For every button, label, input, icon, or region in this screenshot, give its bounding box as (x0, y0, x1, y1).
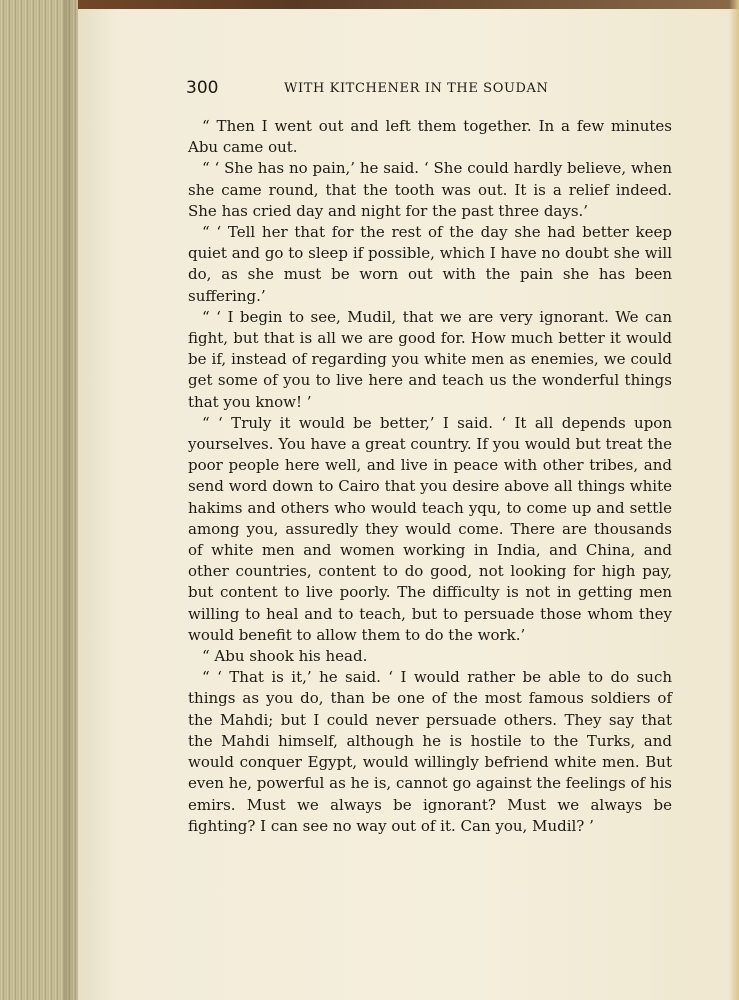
paragraph: “ ‘ Tell her that for the rest of the day she had better keep quiet and go to sleep if possible, which I have no doubt she will do, as she must be worn out with the pain she has been suffering.’ (188, 223, 672, 305)
paragraph: “ Then I went out and left them together. In a few minutes Abu came out. (188, 117, 672, 157)
paragraph: “ Abu shook his head. (202, 647, 368, 666)
page-right-edge (729, 0, 739, 1000)
page-header (186, 78, 672, 102)
body-text (188, 116, 672, 837)
paragraph: “ ‘ She has no pain,’ he said. ‘ She could hardly believe, when she came round, that the tooth was out. It is a relief indeed. She has cried day and night for the past three days.’ (188, 159, 672, 220)
gutter-shadow (64, 0, 78, 1000)
running-title: WITH KITCHENER IN THE SOUDAN (284, 81, 549, 96)
page-number: 300 (186, 78, 219, 98)
paragraph: “ ‘ I begin to see, Mudil, that we are very ignorant. We can fight, but that is all we are good for. How much better it would be if, instead of regarding you white men as enemies, we could get some of you to live here and teach us the wonderful things that you know! ’ (188, 307, 672, 411)
book-top-edge (0, 0, 739, 9)
paragraph: “ ‘ That is it,’ he said. ‘ I would rather be able to do such things as you do, than be one of the most famous soldiers of the Mahdi; but I could never persuade others. They say that the Mahdi himself, although he is hostile to the Turks, and would conquer Egypt, would willingly befriend white men. But even he, powerful as he is, cannot go against the feelings of his emirs. Must we always be ignorant? Must we always be fighting? I can see no way out of it. Can you, Mudil? ’ (188, 668, 672, 835)
paragraph: “ ‘ Truly it would be better,’ I said. ‘ It all depends upon yourselves. You have a great country. If you would but treat the poor people here well, and live in peace with other tribes, and send word down to Cairo that you desire above all things white hakims and others who would teach yqu, to come up and settle among you, assuredly they would come. There are thousands of white men and women working in India, and China, and other countries, content to do good, not looking for high pay, but content to live poorly. The difficulty is not in getting men willing to heal and to teach, but to persuade those whom they would benefit to allow them to do the work.’ (188, 413, 672, 644)
